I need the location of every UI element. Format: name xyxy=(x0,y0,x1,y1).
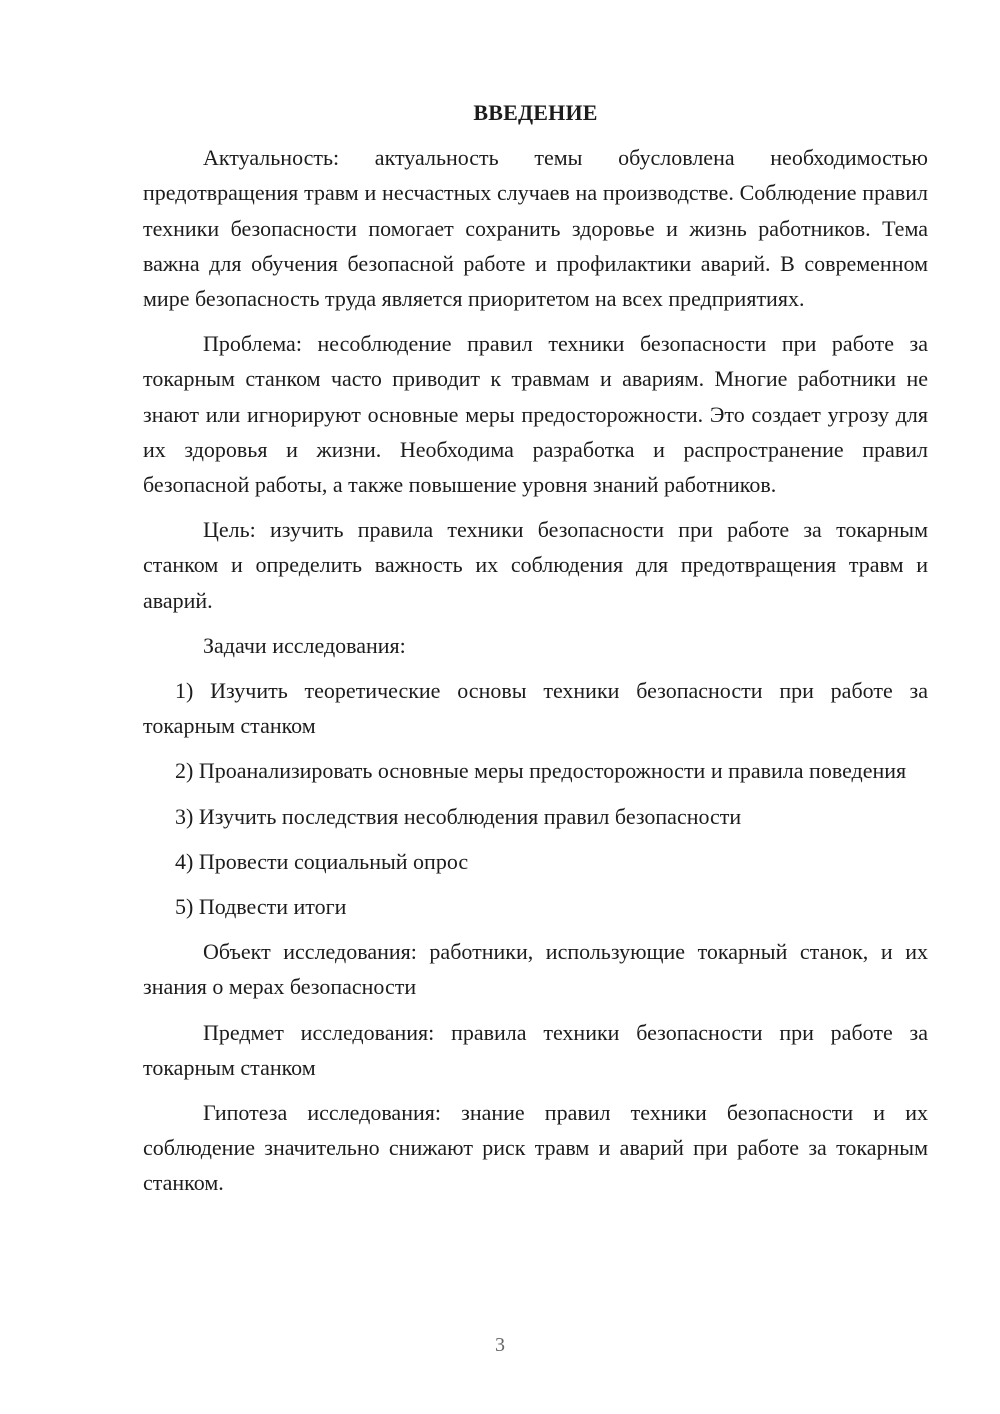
list-item: 3) Изучить последствия несоблюдения правил безопасности xyxy=(175,803,742,829)
list-item: 2) Проанализировать основные меры предосторожности и правила поведения xyxy=(175,758,907,784)
tasks-list xyxy=(143,673,928,924)
page-number: 3 xyxy=(495,1334,505,1356)
paragraph-goal: Цель: изучить правила техники безопасности при работе за токарным станком и определить важность их соблюдения для предотвращения травм и аварий. xyxy=(143,517,928,613)
paragraph-object: Объект исследования: работники, использующие токарный станок, и их знания о мерах безопасности xyxy=(143,939,928,1000)
paragraph-tasks-intro: Задачи исследования: xyxy=(203,632,406,658)
section-heading: ВВЕДЕНИЕ xyxy=(473,100,598,125)
paragraph-subject: Предмет исследования: правила техники безопасности при работе за токарным станком xyxy=(143,1019,928,1080)
paragraph-relevance: Актуальность: актуальность темы обусловлена необходимостью предотвращения травм и несчастных случаев на производстве. Соблюдение правил техники безопасности помогает сохранить здоровье и жизнь работников. Тема важна для обучения безопасной работе и профилактики аварий. В современном мире безопасность труда является приоритетом на всех предприятиях. xyxy=(143,145,928,312)
paragraph-problem: Проблема: несоблюдение правил техники безопасности при работе за токарным станком часто приводит к травмам и авариям. Многие работники не знают или игнорируют основные меры предосторожности. Это создает угрозу для их здоровья и жизни. Необходима разработка и распространение правил безопасной работы, а также повышение уровня знаний работников. xyxy=(143,331,928,498)
list-item: 4) Провести социальный опрос xyxy=(175,848,469,874)
document-page xyxy=(143,95,928,1211)
list-item: 5) Подвести итоги xyxy=(175,894,347,920)
list-item: 1) Изучить теоретические основы техники безопасности при работе за токарным станком xyxy=(143,678,928,739)
paragraph-hypothesis: Гипотеза исследования: знание правил техники безопасности и их соблюдение значительно снижают риск травм и аварий при работе за токарным станком. xyxy=(143,1100,928,1196)
